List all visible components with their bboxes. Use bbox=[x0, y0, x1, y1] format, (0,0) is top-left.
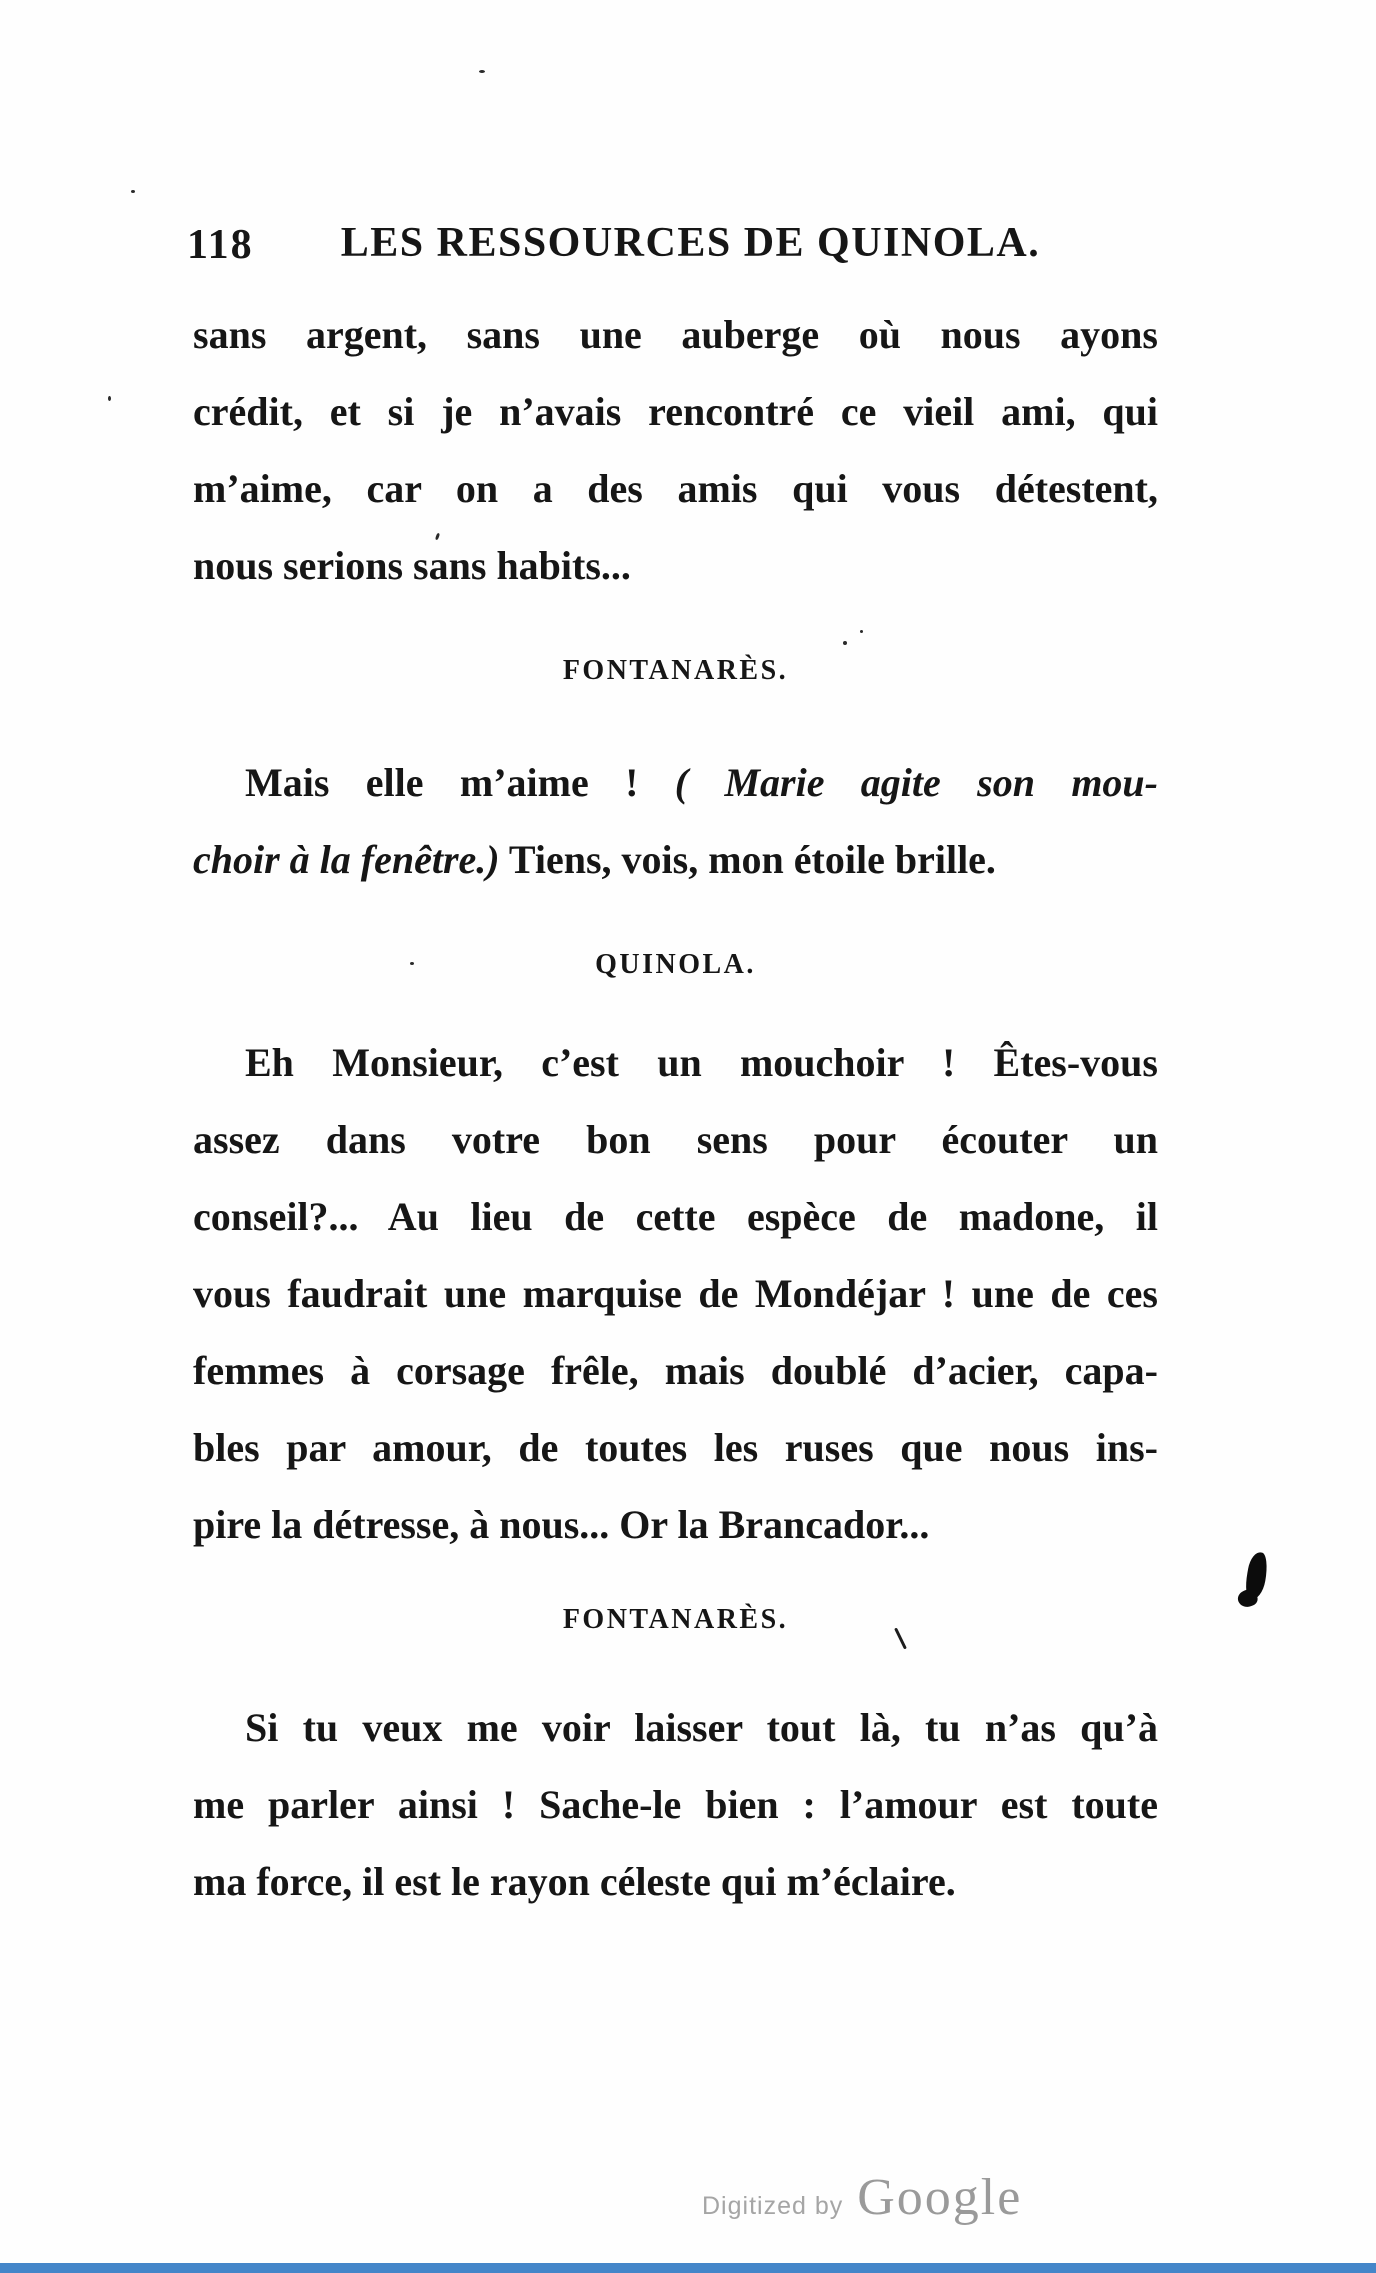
text-line bbox=[193, 450, 1158, 527]
scan-speck bbox=[410, 962, 414, 965]
stage-direction: choir à la fenêtre.) bbox=[193, 837, 500, 882]
scan-speck bbox=[108, 396, 111, 401]
running-title: LES RESSOURCES DE QUINOLA. bbox=[340, 220, 1041, 266]
text-line bbox=[193, 1766, 1158, 1843]
text-line bbox=[193, 527, 1158, 604]
paragraph bbox=[193, 744, 1158, 898]
scan-speck bbox=[860, 630, 863, 633]
viewer-bottom-bar bbox=[0, 2263, 1376, 2273]
dialogue-text: nous serions sans habits... bbox=[193, 543, 631, 588]
scan-speck bbox=[843, 641, 847, 645]
text-line bbox=[193, 1843, 1158, 1920]
paragraph bbox=[193, 1024, 1158, 1563]
text-line bbox=[193, 1178, 1158, 1255]
dialogue-text: Si tu veux me voir laisser tout là, tu n’as qu’à bbox=[245, 1705, 1158, 1750]
text-line bbox=[193, 821, 1158, 898]
text-line bbox=[193, 1024, 1158, 1101]
text-line bbox=[193, 1486, 1158, 1563]
text-column bbox=[187, 0, 1158, 1920]
dialogue-text: assez dans votre bon sens pour écouter un bbox=[193, 1117, 1158, 1162]
page-header bbox=[187, 219, 1158, 268]
google-watermark bbox=[702, 2168, 1022, 2227]
scan-speck bbox=[479, 70, 485, 73]
page-text bbox=[193, 296, 1158, 1920]
speaker-heading: FONTANARÈS. bbox=[562, 1604, 789, 1635]
scan-speck bbox=[131, 190, 135, 193]
speaker-heading: QUINOLA. bbox=[595, 949, 756, 980]
dialogue-text: sans argent, sans une auberge où nous ayons bbox=[193, 312, 1158, 357]
text-line bbox=[193, 1101, 1158, 1178]
dialogue-text: m’aime, car on a des amis qui vous détestent, bbox=[193, 466, 1158, 511]
google-logo: Google bbox=[857, 2169, 1023, 2226]
text-line bbox=[193, 744, 1158, 821]
text-line bbox=[193, 373, 1158, 450]
text-line bbox=[193, 1409, 1158, 1486]
dialogue-text: me parler ainsi ! Sache-le bien : l’amour est toute bbox=[193, 1782, 1158, 1827]
dialogue-text: ma force, il est le rayon céleste qui m’éclaire. bbox=[193, 1859, 956, 1904]
dialogue-text: conseil?... Au lieu de cette espèce de madone, il bbox=[193, 1194, 1158, 1239]
dialogue-text: Mais elle m’aime ! bbox=[245, 760, 675, 805]
paragraph bbox=[193, 1689, 1158, 1920]
text-line bbox=[193, 296, 1158, 373]
dialogue-text: vous faudrait une marquise de Mondéjar ! une de ces bbox=[193, 1271, 1158, 1316]
text-line bbox=[193, 1689, 1158, 1766]
dialogue-text: Eh Monsieur, c’est un mouchoir ! Êtes-vous bbox=[245, 1040, 1158, 1085]
dialogue-text: crédit, et si je n’avais rencontré ce vieil ami, qui bbox=[193, 389, 1158, 434]
speaker-heading: FONTANARÈS. bbox=[562, 655, 789, 686]
dialogue-text: pire la détresse, à nous... Or la Brancador... bbox=[193, 1502, 930, 1547]
paragraph bbox=[193, 296, 1158, 604]
text-line bbox=[193, 1332, 1158, 1409]
stage-direction: ( Marie agite son mou- bbox=[674, 760, 1158, 805]
dialogue-text: bles par amour, de toutes les ruses que nous ins- bbox=[193, 1425, 1158, 1470]
page-number: 118 bbox=[187, 222, 254, 268]
text-line bbox=[193, 1255, 1158, 1332]
digitized-by-label: Digitized by bbox=[702, 2192, 844, 2220]
dialogue-text: Tiens, vois, mon étoile brille. bbox=[499, 837, 996, 882]
dialogue-text: femmes à corsage frêle, mais doublé d’acier, capa- bbox=[193, 1348, 1158, 1393]
